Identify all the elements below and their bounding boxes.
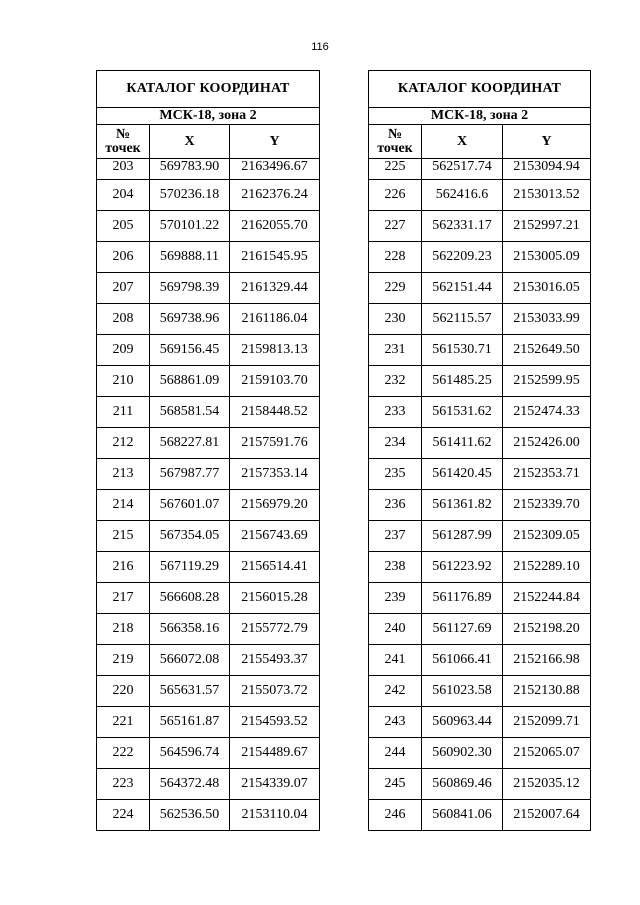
header-points-word: точек bbox=[377, 140, 413, 156]
y-coordinate-cell: 2152289.10 bbox=[503, 552, 591, 583]
y-coordinate-cell: 2156514.41 bbox=[230, 552, 320, 583]
point-number-cell: 228 bbox=[369, 242, 422, 273]
x-coordinate-cell: 570236.18 bbox=[150, 180, 230, 211]
y-coordinate-cell: 2152166.98 bbox=[503, 645, 591, 676]
point-number-cell: 225 bbox=[369, 159, 422, 180]
table-row bbox=[369, 521, 591, 552]
x-coordinate-cell: 564372.48 bbox=[150, 769, 230, 800]
coordinate-catalog-table-right bbox=[368, 70, 591, 831]
y-coordinate-cell: 2152474.33 bbox=[503, 397, 591, 428]
x-coordinate-cell: 562209.23 bbox=[422, 242, 503, 273]
x-coordinate-cell: 562151.44 bbox=[422, 273, 503, 304]
column-header-x: X bbox=[150, 125, 230, 159]
point-number-cell: 219 bbox=[97, 645, 150, 676]
column-header-point-number bbox=[369, 125, 422, 159]
y-coordinate-cell: 2156015.28 bbox=[230, 583, 320, 614]
x-coordinate-cell: 562331.17 bbox=[422, 211, 503, 242]
x-coordinate-cell: 567601.07 bbox=[150, 490, 230, 521]
x-coordinate-cell: 569156.45 bbox=[150, 335, 230, 366]
point-number-cell: 221 bbox=[97, 707, 150, 738]
point-number-cell: 209 bbox=[97, 335, 150, 366]
table-row bbox=[369, 490, 591, 521]
table-row bbox=[97, 335, 320, 366]
x-coordinate-cell: 561127.69 bbox=[422, 614, 503, 645]
table-row bbox=[369, 707, 591, 738]
table-row bbox=[369, 304, 591, 335]
table-row bbox=[97, 552, 320, 583]
point-number-cell: 229 bbox=[369, 273, 422, 304]
point-number-cell: 208 bbox=[97, 304, 150, 335]
header-num-sign: № bbox=[115, 126, 131, 142]
x-coordinate-cell: 562536.50 bbox=[150, 800, 230, 831]
page-number: 116 bbox=[311, 41, 329, 53]
x-coordinate-cell: 569783.90 bbox=[150, 159, 230, 180]
x-coordinate-cell: 562115.57 bbox=[422, 304, 503, 335]
y-coordinate-cell: 2154489.67 bbox=[230, 738, 320, 769]
y-coordinate-cell: 2152099.71 bbox=[503, 707, 591, 738]
x-coordinate-cell: 569888.11 bbox=[150, 242, 230, 273]
x-coordinate-cell: 567119.29 bbox=[150, 552, 230, 583]
table-row bbox=[369, 645, 591, 676]
x-coordinate-cell: 566608.28 bbox=[150, 583, 230, 614]
point-number-cell: 212 bbox=[97, 428, 150, 459]
table-row bbox=[97, 614, 320, 645]
x-coordinate-cell: 561223.92 bbox=[422, 552, 503, 583]
y-coordinate-cell: 2152130.88 bbox=[503, 676, 591, 707]
y-coordinate-cell: 2152339.70 bbox=[503, 490, 591, 521]
point-number-cell: 246 bbox=[369, 800, 422, 831]
point-number-cell: 215 bbox=[97, 521, 150, 552]
table-row bbox=[369, 211, 591, 242]
point-number-cell: 230 bbox=[369, 304, 422, 335]
y-coordinate-cell: 2153016.05 bbox=[503, 273, 591, 304]
x-coordinate-cell: 564596.74 bbox=[150, 738, 230, 769]
point-number-cell: 218 bbox=[97, 614, 150, 645]
point-number-cell: 217 bbox=[97, 583, 150, 614]
point-number-cell: 213 bbox=[97, 459, 150, 490]
point-number-cell: 214 bbox=[97, 490, 150, 521]
y-coordinate-cell: 2161186.04 bbox=[230, 304, 320, 335]
y-coordinate-cell: 2152244.84 bbox=[503, 583, 591, 614]
x-coordinate-cell: 561411.62 bbox=[422, 428, 503, 459]
x-coordinate-cell: 561066.41 bbox=[422, 645, 503, 676]
x-coordinate-cell: 561420.45 bbox=[422, 459, 503, 490]
point-number-cell: 232 bbox=[369, 366, 422, 397]
point-number-cell: 238 bbox=[369, 552, 422, 583]
x-coordinate-cell: 560963.44 bbox=[422, 707, 503, 738]
x-coordinate-cell: 561530.71 bbox=[422, 335, 503, 366]
x-coordinate-cell: 565631.57 bbox=[150, 676, 230, 707]
table-row bbox=[97, 707, 320, 738]
y-coordinate-cell: 2152198.20 bbox=[503, 614, 591, 645]
table-row bbox=[369, 242, 591, 273]
point-number-cell: 223 bbox=[97, 769, 150, 800]
point-number-cell: 224 bbox=[97, 800, 150, 831]
table-row bbox=[97, 428, 320, 459]
point-number-cell: 210 bbox=[97, 366, 150, 397]
table-row bbox=[369, 428, 591, 459]
x-coordinate-cell: 561176.89 bbox=[422, 583, 503, 614]
x-coordinate-cell: 560869.46 bbox=[422, 769, 503, 800]
column-header-y: Y bbox=[230, 125, 320, 159]
y-coordinate-cell: 2155493.37 bbox=[230, 645, 320, 676]
point-number-cell: 231 bbox=[369, 335, 422, 366]
table-row bbox=[97, 521, 320, 552]
point-number-cell: 239 bbox=[369, 583, 422, 614]
y-coordinate-cell: 2154593.52 bbox=[230, 707, 320, 738]
coordinate-catalog-table-left bbox=[96, 70, 320, 831]
y-coordinate-cell: 2153110.04 bbox=[230, 800, 320, 831]
x-coordinate-cell: 560841.06 bbox=[422, 800, 503, 831]
y-coordinate-cell: 2156743.69 bbox=[230, 521, 320, 552]
y-coordinate-cell: 2159103.70 bbox=[230, 366, 320, 397]
x-coordinate-cell: 568227.81 bbox=[150, 428, 230, 459]
table-row bbox=[369, 180, 591, 211]
coordinate-system-subtitle: МСК-18, зона 2 bbox=[369, 108, 591, 125]
y-coordinate-cell: 2153094.94 bbox=[503, 159, 591, 180]
y-coordinate-cell: 2152426.00 bbox=[503, 428, 591, 459]
point-number-cell: 203 bbox=[97, 159, 150, 180]
y-coordinate-cell: 2153005.09 bbox=[503, 242, 591, 273]
table-row bbox=[369, 800, 591, 831]
point-number-cell: 204 bbox=[97, 180, 150, 211]
table-row bbox=[97, 180, 320, 211]
table-row bbox=[97, 645, 320, 676]
coordinate-system-subtitle: МСК-18, зона 2 bbox=[97, 108, 320, 125]
table-row bbox=[97, 676, 320, 707]
table-row bbox=[97, 242, 320, 273]
y-coordinate-cell: 2159813.13 bbox=[230, 335, 320, 366]
y-coordinate-cell: 2152649.50 bbox=[503, 335, 591, 366]
x-coordinate-cell: 568581.54 bbox=[150, 397, 230, 428]
table-row bbox=[97, 159, 320, 180]
table-row bbox=[97, 490, 320, 521]
y-coordinate-cell: 2161545.95 bbox=[230, 242, 320, 273]
y-coordinate-cell: 2154339.07 bbox=[230, 769, 320, 800]
x-coordinate-cell: 569798.39 bbox=[150, 273, 230, 304]
table-row bbox=[97, 211, 320, 242]
x-coordinate-cell: 567987.77 bbox=[150, 459, 230, 490]
x-coordinate-cell: 561361.82 bbox=[422, 490, 503, 521]
x-coordinate-cell: 561287.99 bbox=[422, 521, 503, 552]
column-header-point-number bbox=[97, 125, 150, 159]
table-row bbox=[369, 397, 591, 428]
table-row bbox=[369, 676, 591, 707]
y-coordinate-cell: 2155073.72 bbox=[230, 676, 320, 707]
table-row bbox=[97, 738, 320, 769]
point-number-cell: 206 bbox=[97, 242, 150, 273]
point-number-cell: 222 bbox=[97, 738, 150, 769]
table-row bbox=[369, 769, 591, 800]
x-coordinate-cell: 566358.16 bbox=[150, 614, 230, 645]
catalog-title: КАТАЛОГ КООРДИНАТ bbox=[97, 71, 320, 108]
y-coordinate-cell: 2161329.44 bbox=[230, 273, 320, 304]
point-number-cell: 207 bbox=[97, 273, 150, 304]
x-coordinate-cell: 567354.05 bbox=[150, 521, 230, 552]
table-row bbox=[369, 738, 591, 769]
header-num-sign: № bbox=[387, 126, 403, 142]
point-number-cell: 240 bbox=[369, 614, 422, 645]
table-row bbox=[97, 366, 320, 397]
x-coordinate-cell: 569738.96 bbox=[150, 304, 230, 335]
y-coordinate-cell: 2157591.76 bbox=[230, 428, 320, 459]
y-coordinate-cell: 2152599.95 bbox=[503, 366, 591, 397]
column-header-x: X bbox=[422, 125, 503, 159]
table-row bbox=[97, 273, 320, 304]
y-coordinate-cell: 2152353.71 bbox=[503, 459, 591, 490]
y-coordinate-cell: 2152065.07 bbox=[503, 738, 591, 769]
point-number-cell: 220 bbox=[97, 676, 150, 707]
column-header-y: Y bbox=[503, 125, 591, 159]
y-coordinate-cell: 2152997.21 bbox=[503, 211, 591, 242]
point-number-cell: 242 bbox=[369, 676, 422, 707]
x-coordinate-cell: 560902.30 bbox=[422, 738, 503, 769]
x-coordinate-cell: 561023.58 bbox=[422, 676, 503, 707]
x-coordinate-cell: 561485.25 bbox=[422, 366, 503, 397]
y-coordinate-cell: 2157353.14 bbox=[230, 459, 320, 490]
point-number-cell: 227 bbox=[369, 211, 422, 242]
point-number-cell: 211 bbox=[97, 397, 150, 428]
y-coordinate-cell: 2152007.64 bbox=[503, 800, 591, 831]
x-coordinate-cell: 566072.08 bbox=[150, 645, 230, 676]
point-number-cell: 234 bbox=[369, 428, 422, 459]
header-points-word: точек bbox=[105, 140, 141, 156]
point-number-cell: 236 bbox=[369, 490, 422, 521]
x-coordinate-cell: 562517.74 bbox=[422, 159, 503, 180]
point-number-cell: 241 bbox=[369, 645, 422, 676]
point-number-cell: 245 bbox=[369, 769, 422, 800]
catalog-title: КАТАЛОГ КООРДИНАТ bbox=[369, 71, 591, 108]
x-coordinate-cell: 562416.6 bbox=[422, 180, 503, 211]
point-number-cell: 237 bbox=[369, 521, 422, 552]
y-coordinate-cell: 2158448.52 bbox=[230, 397, 320, 428]
y-coordinate-cell: 2162055.70 bbox=[230, 211, 320, 242]
table-row bbox=[369, 583, 591, 614]
y-coordinate-cell: 2163496.67 bbox=[230, 159, 320, 180]
table-row bbox=[97, 800, 320, 831]
point-number-cell: 216 bbox=[97, 552, 150, 583]
y-coordinate-cell: 2162376.24 bbox=[230, 180, 320, 211]
y-coordinate-cell: 2152309.05 bbox=[503, 521, 591, 552]
point-number-cell: 235 bbox=[369, 459, 422, 490]
y-coordinate-cell: 2153013.52 bbox=[503, 180, 591, 211]
table-row bbox=[369, 273, 591, 304]
table-row bbox=[369, 552, 591, 583]
x-coordinate-cell: 568861.09 bbox=[150, 366, 230, 397]
y-coordinate-cell: 2153033.99 bbox=[503, 304, 591, 335]
table-row bbox=[97, 397, 320, 428]
point-number-cell: 244 bbox=[369, 738, 422, 769]
table-row bbox=[97, 769, 320, 800]
y-coordinate-cell: 2156979.20 bbox=[230, 490, 320, 521]
point-number-cell: 226 bbox=[369, 180, 422, 211]
table-row bbox=[97, 583, 320, 614]
point-number-cell: 205 bbox=[97, 211, 150, 242]
table-row bbox=[369, 459, 591, 490]
x-coordinate-cell: 561531.62 bbox=[422, 397, 503, 428]
table-row bbox=[369, 614, 591, 645]
table-row bbox=[369, 366, 591, 397]
point-number-cell: 233 bbox=[369, 397, 422, 428]
point-number-cell: 243 bbox=[369, 707, 422, 738]
x-coordinate-cell: 565161.87 bbox=[150, 707, 230, 738]
table-row bbox=[97, 459, 320, 490]
y-coordinate-cell: 2152035.12 bbox=[503, 769, 591, 800]
table-row bbox=[369, 159, 591, 180]
table-row bbox=[97, 304, 320, 335]
x-coordinate-cell: 570101.22 bbox=[150, 211, 230, 242]
y-coordinate-cell: 2155772.79 bbox=[230, 614, 320, 645]
table-row bbox=[369, 335, 591, 366]
